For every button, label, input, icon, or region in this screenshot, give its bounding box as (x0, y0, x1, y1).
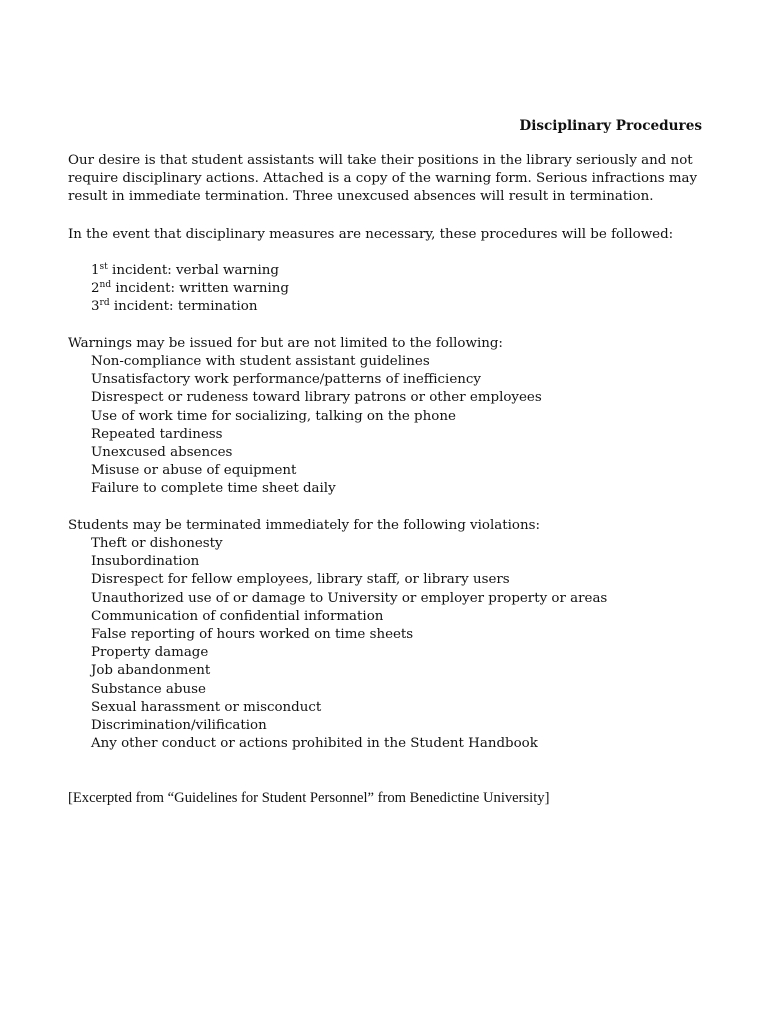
incident-ordinal-suffix: st (99, 262, 108, 272)
incident-number: 1 (91, 263, 100, 278)
incident-number: 3 (91, 299, 100, 315)
incident-item (91, 262, 289, 280)
termination-list (91, 535, 607, 753)
warning-item: Use of work time for socializing, talking on the phone (91, 408, 456, 424)
source-citation: [Excerpted from “Guidelines for Student Personnel” from Benedictine University] (68, 790, 550, 806)
warning-item: Disrespect or rudeness toward library patrons or other employees (91, 390, 542, 406)
page-title: Disciplinary Procedures (519, 118, 702, 134)
termination-item: Substance abuse (91, 681, 206, 697)
warning-item: Unexcused absences (91, 445, 233, 461)
termination-item: Unauthorized use of or damage to University or employer property or areas (91, 590, 608, 606)
intro-paragraph: Our desire is that student assistants will take their positions in the library seriously and not require disciplinary actions. Attached is a copy of the warning form. Serious infractions may result in immediate termination. Three unexcused absences will result in termination. (68, 153, 698, 205)
incident-ordinal-suffix: nd (99, 280, 112, 291)
termination-item: False reporting of hours worked on time sheets (91, 627, 414, 643)
incident-number: 2 (91, 281, 100, 297)
incident-text: incident: termination (109, 299, 258, 315)
termination-item: Theft or dishonesty (91, 536, 223, 551)
termination-item: Insubordination (91, 554, 200, 570)
incident-list (91, 262, 289, 317)
incident-ordinal-suffix: rd (99, 298, 110, 309)
warnings-heading: Warnings may be issued for but are not limited to the following: (68, 336, 503, 351)
warning-item: Unsatisfactory work performance/patterns of inefficiency (91, 372, 481, 388)
termination-heading: Students may be terminated immediately for the following violations: (68, 518, 540, 533)
termination-item: Disrespect for fellow employees, library staff, or library users (91, 572, 510, 588)
incident-text: incident: verbal warning (107, 263, 279, 278)
termination-item: Discrimination/vilification (91, 718, 267, 734)
termination-item: Any other conduct or actions prohibited in the Student Handbook (91, 736, 538, 752)
termination-item: Property damage (91, 645, 209, 661)
incident-item (91, 298, 289, 316)
incident-item (91, 280, 289, 298)
warnings-list (91, 353, 542, 499)
incident-text: incident: written warning (111, 281, 289, 297)
procedures-lead-paragraph: In the event that disciplinary measures are necessary, these procedures will be followed: (68, 227, 674, 242)
warning-item: Misuse or abuse of equipment (91, 463, 297, 479)
termination-item: Job abandonment (91, 663, 211, 679)
warning-item: Failure to complete time sheet daily (91, 481, 336, 497)
termination-item: Sexual harassment or misconduct (91, 699, 322, 715)
termination-item: Communication of confidential information (91, 608, 384, 624)
warning-item: Non-compliance with student assistant guidelines (91, 354, 430, 369)
warning-item: Repeated tardiness (91, 426, 223, 442)
